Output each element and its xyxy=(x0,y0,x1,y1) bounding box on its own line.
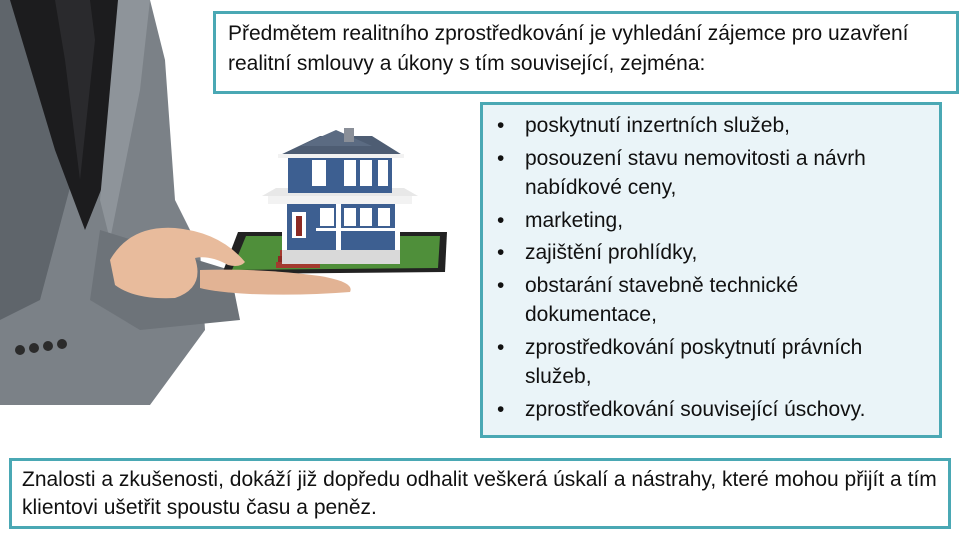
footer-text: Znalosti a zkušenosti, dokáží již dopředu odhalit veškerá úskalí a nástrahy, které mohou přijít a tím klientovi ušetřit spoustu času a peněz. xyxy=(22,468,937,519)
services-box xyxy=(480,102,942,438)
service-item: • poskytnutí inzertních služeb, xyxy=(493,111,929,141)
intro-text: Předmětem realitního zprostředkování je vyhledání zájemce pro uzavření realitní smlouvy a úkony s tím související, zejména: xyxy=(228,22,909,75)
footer-box xyxy=(9,458,951,529)
service-item: • zprostředkování poskytnutí právních služeb, xyxy=(493,333,929,392)
service-item: • marketing, xyxy=(493,206,929,236)
service-item: • posouzení stavu nemovitosti a návrh nabídkové ceny, xyxy=(493,144,929,203)
services-list xyxy=(493,111,929,424)
service-item: • obstarání stavebně technické dokumentace, xyxy=(493,271,929,330)
service-item: • zprostředkování související úschovy. xyxy=(493,395,929,425)
intro-box xyxy=(213,11,959,94)
service-item: • zajištění prohlídky, xyxy=(493,238,929,268)
